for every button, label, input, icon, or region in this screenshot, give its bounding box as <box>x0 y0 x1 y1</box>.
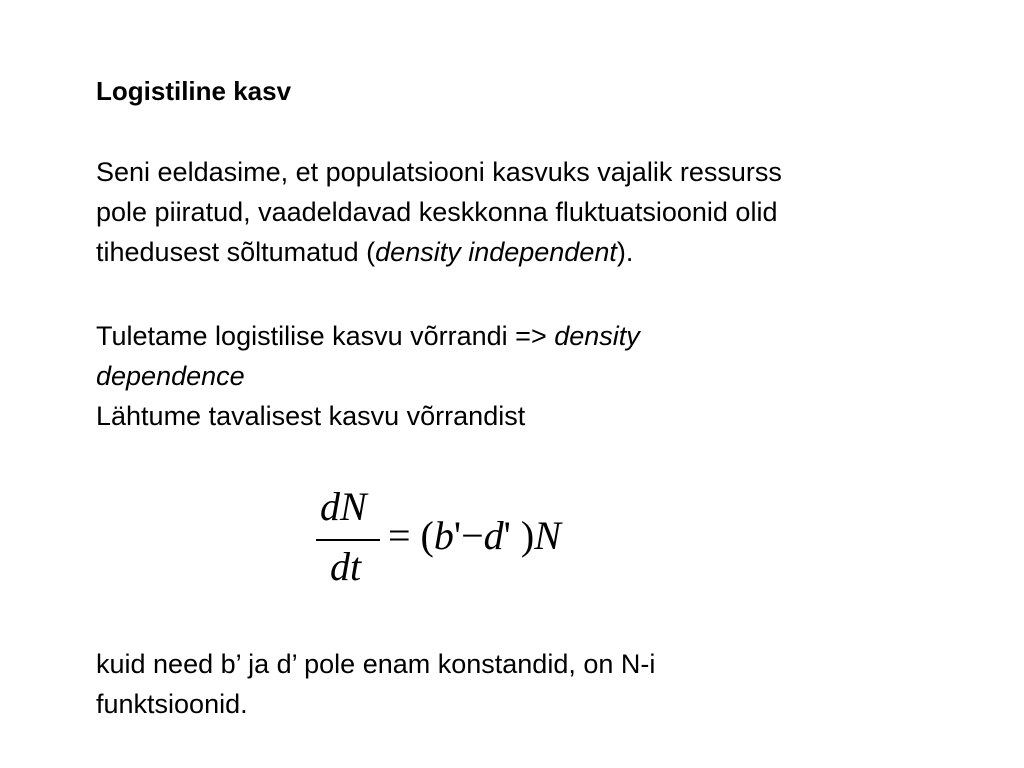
derivation-line-1 <box>96 316 640 356</box>
equals-paren: = ( <box>388 513 434 558</box>
conclusion-line-2: funktsioonid. <box>96 689 248 719</box>
derivation-line-1-text: Tuletame logistilise kasvu võrrandi => <box>96 321 555 351</box>
birth-rate-symbol: b <box>433 513 454 558</box>
intro-line-3-text: tihedusest sõltumatud ( <box>96 237 376 267</box>
conclusion-paragraph <box>96 644 655 724</box>
fraction-numerator: dN <box>320 484 367 529</box>
intro-line-3-end: ). <box>616 237 634 267</box>
derivation-paragraph <box>96 316 640 396</box>
intro-line-2: pole piiratud, vaadeldavad keskkonna fluktuatsioonid olid <box>96 197 778 227</box>
fraction-bar <box>316 539 380 541</box>
derivative-fraction <box>312 484 384 594</box>
intro-line-1: Seni eeldasime, et populatsiooni kasvuks vajalik ressurss <box>96 157 782 187</box>
growth-equation-intro: Lähtume tavalisest kasvu võrrandist <box>96 401 526 431</box>
intro-paragraph <box>96 152 782 272</box>
growth-equation <box>312 484 612 594</box>
conclusion-line-1: kuid need b’ ja d’ pole enam konstandid, on N-i <box>96 649 656 679</box>
density-term: density <box>554 321 640 351</box>
slide-title: Logistiline kasv <box>96 76 292 106</box>
dependence-term: dependence <box>96 361 245 391</box>
intro-line-3 <box>96 232 782 272</box>
fraction-denominator: dt <box>330 544 362 589</box>
population-symbol: N <box>534 513 561 558</box>
minus-sign: − <box>461 513 484 558</box>
death-rate-symbol: d <box>483 513 504 558</box>
equation-right-side <box>388 513 561 559</box>
density-independent-term: density independent <box>375 237 617 267</box>
derivation-line-2 <box>96 356 640 396</box>
prime-2-paren: ' ) <box>503 513 535 558</box>
prime-1: ' <box>453 513 462 558</box>
